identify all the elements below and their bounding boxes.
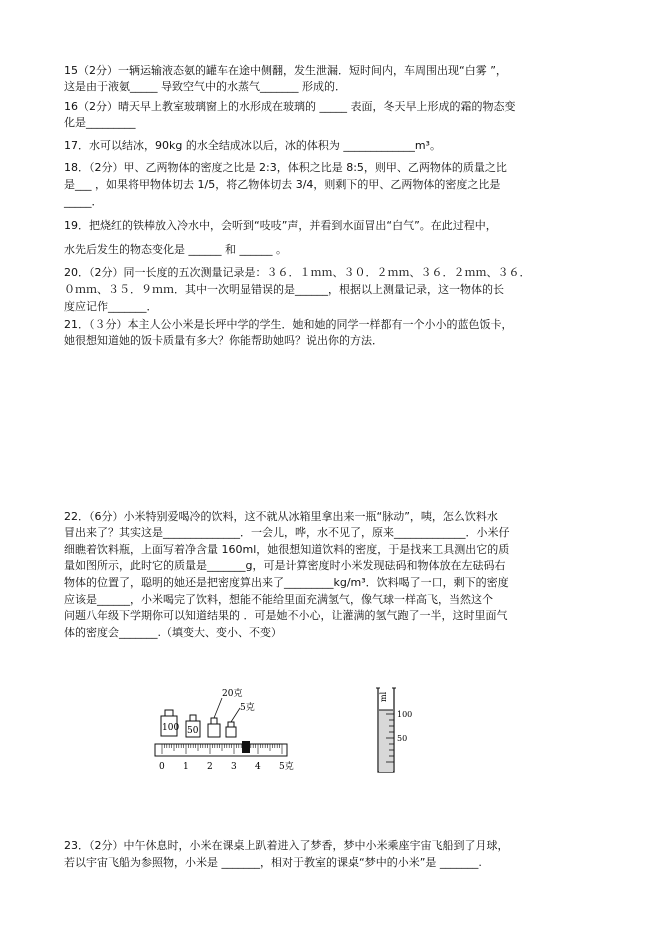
q23-line1: 23．（2分）中午休息时，小米在课桌上趴着进入了梦香，梦中小米乘座宇宙飞船到了月球， bbox=[64, 839, 509, 852]
q16-line1: 16（2分）晴天早上教室玻璃窗上的水形成在玻璃的 _____ 表面，冬天早上形成的霜的物态变 bbox=[64, 100, 516, 113]
q22-line8: 体的密度会_______.（填变大、变小、不变） bbox=[64, 626, 282, 639]
scale-tick-label: 3 bbox=[231, 762, 237, 772]
label-5g: 5克 bbox=[240, 703, 255, 713]
q19-line1: 19．把烧红的铁棒放入冷水中，会听到“吱吱”声，并看到水面冒出“白气”。在此过程中， bbox=[64, 219, 497, 232]
q20-line1: 20．（2分）同一长度的五次测量记录是：３６．１ｍｍ、３０．２ｍｍ、３６．２ｍｍ、３６． bbox=[64, 266, 531, 279]
rider-marker bbox=[242, 741, 250, 753]
cylinder-tick-100: 100 bbox=[397, 710, 413, 719]
q23-line2: 若以宇宙飞船为参照物，小米是 _______，相对于教室的课桌“梦中的小米”是 _______. bbox=[64, 856, 482, 869]
weight-50-icon bbox=[186, 715, 200, 737]
q21-line1: 21．（３分）本主人公小米是长坪中学的学生．她和她的同学一样都有一个小小的蓝色饭卡， bbox=[64, 318, 513, 331]
scale-tick-label: 1 bbox=[183, 762, 189, 772]
q22-line4: 量如图所示，此时它的质量是_______g，可是计算密度时小米发现砝码和物体放在左砝码右 bbox=[64, 559, 506, 572]
beam-scale bbox=[155, 741, 287, 756]
q19-line2: 水先后发生的物态变化是 ______ 和 ______ 。 bbox=[64, 243, 287, 256]
graduated-cylinder-figure bbox=[364, 684, 424, 780]
q20-line3: 度应记作_______． bbox=[64, 300, 158, 313]
q22-line1: 22．（6分）小米特别爱喝冷的饮料，这不就从冰箱里拿出来一瓶“脉动”，咦，怎么饮料水 bbox=[64, 510, 498, 523]
q18-line1: 18．（2分）甲、乙两物体的密度之比是 2:3，体积之比是 8:5，则甲、乙两物体的质量之比 bbox=[64, 161, 507, 174]
q16-line2: 化是_________ bbox=[64, 116, 136, 129]
q17-line1: 17．水可以结冰，90kg 的水全结成冰以后，冰的体积为 _____________m³。 bbox=[64, 139, 441, 152]
label-20g: 20克 bbox=[222, 689, 243, 699]
q22-line5: 物体的位置了，聪明的她还是把密度算出来了_________kg/m³．饮料喝了一口，剩下的密度 bbox=[64, 576, 509, 589]
scale-tick-label: 2 bbox=[207, 762, 213, 772]
q20-line2: ０ｍｍ、３５．９ｍｍ．其中一次明显错误的是______，根据以上测量记录，这一物体的长 bbox=[64, 283, 504, 296]
scale-tick-label: 4 bbox=[255, 762, 261, 772]
q22-line3: 细瞧着饮料瓶，上面写着净含量 160ml，她很想知道饮料的密度，于是找来工具测出它的质 bbox=[64, 543, 510, 556]
liquid-fill bbox=[379, 710, 393, 772]
q22-line7: 问题八年级下学期你可以知道结果的 ．可是她不小心，让灌满的氢气跑了一半，这时里面气 bbox=[64, 609, 508, 622]
q15-line1: 15（2分）一辆运输液态氨的罐车在途中侧翻，发生泄漏．短时间内，车周围出现“白雾 ”， bbox=[64, 64, 507, 77]
weight-100-label: 100 bbox=[162, 723, 180, 733]
q18-line3: _____． bbox=[64, 195, 103, 208]
balance-weights-figure bbox=[150, 682, 300, 778]
weight-5g-icon bbox=[226, 722, 236, 737]
cylinder-unit-label: ml bbox=[379, 691, 388, 702]
q18-line2: 是___ ，如果将甲物体切去 1/5，将乙物体切去 3/4，则剩下的甲、乙两物体的密度之比是 bbox=[64, 178, 501, 191]
weight-20g-icon bbox=[208, 718, 220, 737]
q15-line2: 这是由于液氨_____ 导致空气中的水蒸气_______ 形成的． bbox=[64, 80, 346, 93]
q21-line2: 她很想知道她的饭卡质量有多大？你能帮助她吗？说出你的方法． bbox=[64, 334, 383, 347]
q22-line2: 冒出来了？其实这是______________．一会儿，哗，水不见了，原来_____________．小米仔 bbox=[64, 526, 510, 539]
weight-100-icon bbox=[161, 710, 179, 736]
scale-tick-label: 5克 bbox=[279, 762, 294, 772]
scale-tick-label: 0 bbox=[159, 762, 165, 772]
weight-50-label: 50 bbox=[187, 726, 199, 736]
q22-line6: 应该是______，小米喝完了饮料，想能不能给里面充满氢气，像气球一样高飞，当然这个 bbox=[64, 593, 493, 606]
cylinder-tick-50: 50 bbox=[397, 734, 408, 743]
